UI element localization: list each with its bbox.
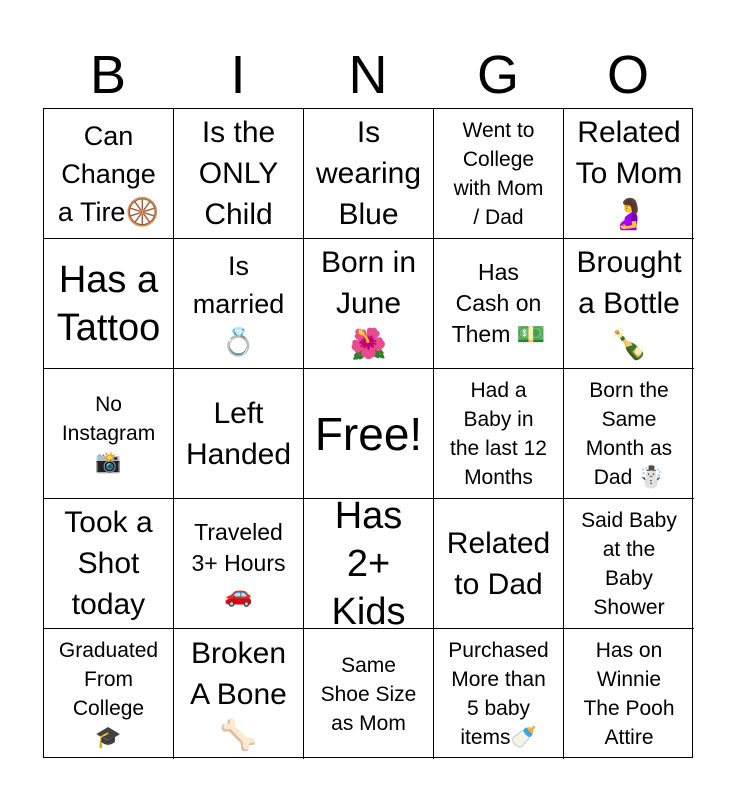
- bingo-cell[interactable]: [564, 109, 694, 239]
- bingo-cell-label: Free!: [314, 407, 423, 460]
- bingo-cell-label: Took a Shot today: [64, 506, 153, 621]
- bingo-cell-label: Traveled 3+ Hours 🚗: [191, 519, 286, 607]
- bingo-cell-label: Related To Mom 🤰: [575, 116, 683, 231]
- header-letter-o: O: [606, 45, 649, 105]
- bingo-cell-label: Is wearing Blue: [315, 116, 422, 231]
- bingo-cell[interactable]: [304, 499, 434, 629]
- bingo-cell[interactable]: [304, 109, 434, 239]
- bingo-cell-label: Born in June 🌺: [320, 246, 417, 361]
- bingo-cell-label: Can Change a Tire🛞: [57, 120, 160, 227]
- bingo-cell-label: Has on Winnie The Pooh Attire: [583, 639, 675, 749]
- bingo-cell[interactable]: [174, 499, 304, 629]
- bingo-cell[interactable]: [304, 369, 434, 499]
- bingo-cell[interactable]: [304, 239, 434, 369]
- bingo-cell[interactable]: [434, 629, 564, 759]
- bingo-cell-label: Graduated From College 🎓: [58, 639, 159, 749]
- bingo-cell[interactable]: [174, 239, 304, 369]
- bingo-cell-label: Said Baby at the Baby Shower: [581, 508, 677, 619]
- bingo-cell[interactable]: [174, 629, 304, 759]
- bingo-cell[interactable]: [434, 239, 564, 369]
- bingo-cell[interactable]: [434, 499, 564, 629]
- bingo-cell[interactable]: [564, 369, 694, 499]
- bingo-cell[interactable]: [434, 109, 564, 239]
- header-letter-i: I: [230, 45, 246, 105]
- bingo-cell[interactable]: [304, 629, 434, 759]
- bingo-cell-label: Brought a Bottle 🍾: [576, 246, 682, 361]
- bingo-cell[interactable]: [564, 239, 694, 369]
- bingo-cell[interactable]: [434, 369, 564, 499]
- bingo-cell-label: Went to College with Mom / Dad: [453, 118, 544, 229]
- bingo-cell[interactable]: [44, 109, 174, 239]
- bingo-cell[interactable]: [174, 369, 304, 499]
- bingo-cell-label: Broken A Bone 🦴: [190, 636, 287, 752]
- bingo-cell[interactable]: [44, 239, 174, 369]
- bingo-grid: [43, 108, 693, 758]
- bingo-cell-label: Had a Baby in the last 12 Months: [450, 378, 547, 489]
- bingo-cell-label: Same Shoe Size as Mom: [320, 653, 417, 735]
- bingo-cell-label: Is the ONLY Child: [198, 116, 279, 231]
- bingo-header: [43, 42, 693, 108]
- bingo-cell-label: Has a Tattoo: [56, 258, 161, 349]
- header-letter-g: G: [476, 45, 519, 105]
- bingo-cell[interactable]: [44, 499, 174, 629]
- bingo-cell-label: Left Handed: [185, 396, 292, 471]
- bingo-cell[interactable]: [44, 369, 174, 499]
- bingo-cell[interactable]: [44, 629, 174, 759]
- bingo-cell-label: Has Cash on Them 💵: [451, 259, 546, 347]
- bingo-cell-label: No Instagram 📸: [61, 393, 156, 474]
- bingo-cell-label: Related to Dad: [446, 526, 551, 601]
- header-letter-b: B: [89, 45, 127, 105]
- bingo-cell[interactable]: [564, 629, 694, 759]
- bingo-cell-label: Is married 💍: [192, 250, 285, 357]
- bingo-cell-label: Born the Same Month as Dad ☃️: [585, 378, 673, 489]
- bingo-cell-label: Purchased More than 5 baby items🍼: [448, 639, 549, 749]
- bingo-cell-label: Has 2+ Kids: [331, 499, 406, 629]
- header-letter-n: N: [348, 45, 388, 105]
- bingo-cell[interactable]: [564, 499, 694, 629]
- bingo-cell[interactable]: [174, 109, 304, 239]
